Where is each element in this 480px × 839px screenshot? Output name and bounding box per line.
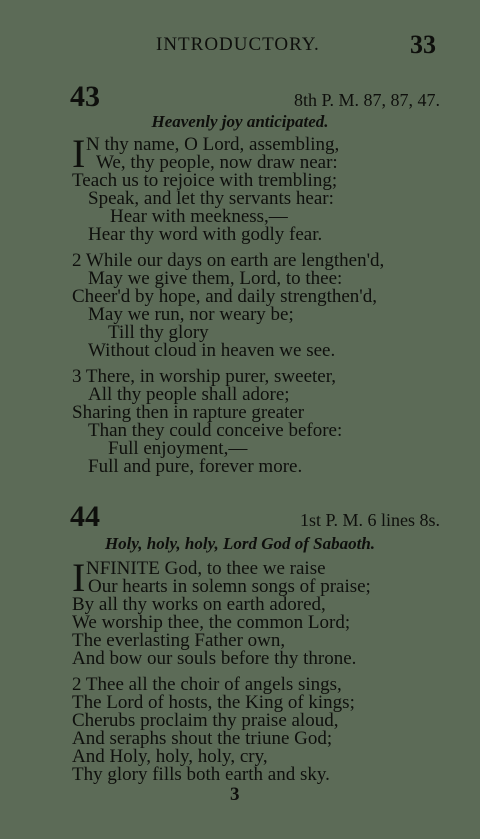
signature-mark: 3 <box>230 784 240 805</box>
verse-line: All thy people shall adore; <box>88 384 290 405</box>
hymn-44-heading <box>0 500 480 534</box>
verse-line: We, thy people, now draw near: <box>96 152 338 173</box>
hymn-43-stanza-3 <box>72 368 452 476</box>
hymn-number: 44 <box>70 500 100 533</box>
verse-line: Speak, and let thy servants hear: <box>88 188 334 209</box>
hymn-44-stanza-2 <box>72 676 452 784</box>
hymn-43-subtitle: Heavenly joy anticipated. <box>151 112 329 131</box>
verse-line: N thy name, O Lord, assembling, <box>86 134 340 155</box>
hymn-43-heading <box>0 80 480 114</box>
verse-line: Full enjoyment,— <box>108 438 248 459</box>
verse-line: Till thy glory <box>108 322 209 343</box>
verse-line: And seraphs shout the triune God; <box>72 728 333 749</box>
verse-line: Full and pure, forever more. <box>88 456 303 477</box>
running-title: INTRODUCTORY. <box>156 34 320 55</box>
verse-line: Cherubs proclaim thy praise aloud, <box>72 710 339 731</box>
verse-line: Hear with meekness,— <box>110 206 288 227</box>
verse-line: Thy glory fills both earth and sky. <box>72 764 330 785</box>
verse-line: Sharing then in rapture greater <box>72 402 305 423</box>
verse-line: Hear thy word with godly fear. <box>88 224 323 245</box>
verse-line: And bow our souls before thy throne. <box>72 648 357 669</box>
hymn-meter: 1st P. M. 6 lines 8s. <box>299 510 440 530</box>
verse-line: 2 Thee all the choir of angels sings, <box>72 674 342 695</box>
drop-cap: I <box>72 555 86 600</box>
verse-line: We worship thee, the common Lord; <box>72 612 351 633</box>
verse-line: Cheer'd by hope, and daily strengthen'd, <box>72 286 377 307</box>
page-header <box>0 30 480 62</box>
hymn-meter: 8th P. M. 87, 87, 47. <box>293 90 440 110</box>
hymn-43-stanza-2 <box>72 252 452 360</box>
verse-line: And Holy, holy, holy, cry, <box>72 746 268 767</box>
verse-line: Teach us to rejoice with trembling; <box>72 170 338 191</box>
drop-cap: I <box>72 131 86 176</box>
verse-line: May we run, nor weary be; <box>88 304 294 325</box>
verse-line: Than they could conceive before: <box>88 420 343 441</box>
verse-line: Without cloud in heaven we see. <box>88 340 336 361</box>
hymn-number: 43 <box>70 80 100 113</box>
hymn-44-subtitle: Holy, holy, holy, Lord God of Sabaoth. <box>104 534 376 553</box>
verse-line: May we give them, Lord, to thee: <box>88 268 343 289</box>
verse-line: 3 There, in worship purer, sweeter, <box>72 366 337 387</box>
verse-line: NFINITE God, to thee we raise <box>86 558 326 579</box>
hymn-44-stanza-1 <box>72 555 452 669</box>
hymn-43-stanza-1 <box>72 131 452 245</box>
verse-line: The Lord of hosts, the King of kings; <box>72 692 355 713</box>
page-number: 33 <box>410 30 436 59</box>
verse-line: 2 While our days on earth are lengthen'd, <box>72 250 385 271</box>
verse-line: By all thy works on earth adored, <box>72 594 326 615</box>
verse-line: The everlasting Father own, <box>72 630 286 651</box>
verse-line: Our hearts in solemn songs of praise; <box>88 576 371 597</box>
